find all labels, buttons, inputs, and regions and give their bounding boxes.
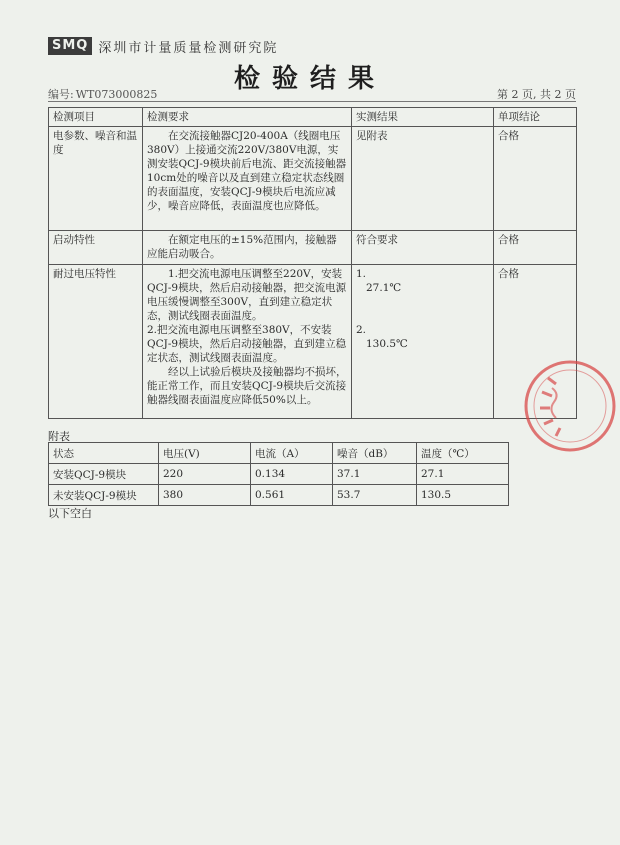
- result-1-value: 27.1℃: [366, 282, 402, 294]
- cell-voltage: 220: [159, 464, 251, 485]
- cell-temperature: 130.5: [417, 485, 509, 506]
- cell-temperature: 27.1: [417, 464, 509, 485]
- test-item: 电参数、噪音和温度: [49, 127, 143, 231]
- org-name: 深圳市计量质量检测研究院: [98, 40, 279, 56]
- seal-inner-ring: [534, 370, 606, 442]
- results-header-row: [49, 108, 577, 127]
- official-seal-stamp: [508, 348, 618, 458]
- cell-current: 0.561: [251, 485, 333, 506]
- test-result: 见附表: [352, 127, 494, 231]
- test-result: 符合要求: [352, 231, 494, 265]
- cell-state: 未安装QCJ-9模块: [49, 485, 159, 506]
- test-result: [352, 265, 494, 419]
- attachment-header-row: [49, 443, 509, 464]
- results-table: [48, 107, 577, 419]
- cell-voltage: 380: [159, 485, 251, 506]
- col-header-voltage: 电压(V): [159, 443, 251, 464]
- seal-mark: [551, 388, 556, 418]
- table-row: [49, 231, 577, 265]
- end-of-content-note: 以下空白: [48, 507, 92, 520]
- cell-state: 安装QCJ-9模块: [49, 464, 159, 485]
- col-header-item: 检测项目: [49, 108, 143, 127]
- test-conclusion: 合格: [494, 231, 577, 265]
- seal-mark: [540, 378, 560, 436]
- page-info: 第 2 页, 共 2 页: [497, 88, 576, 101]
- seal-ring: [526, 362, 614, 450]
- table-row: [49, 485, 509, 506]
- header-divider: [48, 101, 576, 102]
- test-requirement: [143, 265, 352, 419]
- result-1-label: 1.: [356, 268, 367, 280]
- attachment-title: 附表: [48, 430, 70, 443]
- result-2-value: 130.5℃: [366, 338, 408, 350]
- table-row: [49, 265, 577, 419]
- table-row: [49, 464, 509, 485]
- test-item: 耐过电压特性: [49, 265, 143, 419]
- col-header-current: 电流（A）: [251, 443, 333, 464]
- report-number-label: 编号:: [48, 88, 74, 101]
- col-header-noise: 噪音（dB）: [333, 443, 417, 464]
- col-header-state: 状态: [49, 443, 159, 464]
- requirement-criterion: 经以上试验后模块及接触器均不损坏，能正常工作，而且安装QCJ-9模块后交流接触器线圈表面温度应降低50%以上。: [147, 366, 347, 406]
- test-conclusion: 合格: [494, 265, 577, 419]
- test-conclusion: 合格: [494, 127, 577, 231]
- cell-current: 0.134: [251, 464, 333, 485]
- requirement-step-2: 2.把交流电源电压调整至380V，不安装QCJ-9模块，然后启动接触器，直到建立稳定状态，测试线圈表面温度。: [147, 324, 347, 364]
- result-2-label: 2.: [356, 324, 367, 336]
- page-title: 检验结果: [233, 64, 386, 94]
- attachment-table: [48, 442, 509, 506]
- org-header: [48, 36, 278, 56]
- col-header-conclusion: 单项结论: [494, 108, 577, 127]
- cell-noise: 37.1: [333, 464, 417, 485]
- col-header-temperature: 温度（℃）: [417, 443, 509, 464]
- table-row: [49, 127, 577, 231]
- cell-noise: 53.7: [333, 485, 417, 506]
- col-header-result: 实测结果: [352, 108, 494, 127]
- test-requirement: 在额定电压的±15%范围内，接触器应能启动吸合。: [143, 231, 352, 265]
- org-logo: SMQ: [48, 37, 92, 55]
- col-header-requirement: 检测要求: [143, 108, 352, 127]
- test-requirement: 在交流接触器CJ20-400A（线圈电压380V）上接通交流220V/380V电源，实测安装QCJ-9模块前后电流、距交流接触器10cm处的噪音以及直到建立稳定状态线圈的表面温度，安装QCJ-9模块后电流应减少，噪音应降低，表面温度也应降低。: [143, 127, 352, 231]
- test-item: 启动特性: [49, 231, 143, 265]
- report-number: [48, 86, 157, 102]
- report-number-value: WT073000825: [75, 88, 158, 101]
- requirement-step-1: 1.把交流电源电压调整至220V，安装QCJ-9模块，然后启动接触器，把交流电源电压缓慢调整至300V，直到建立稳定状态，测试线圈表面温度。: [147, 268, 347, 322]
